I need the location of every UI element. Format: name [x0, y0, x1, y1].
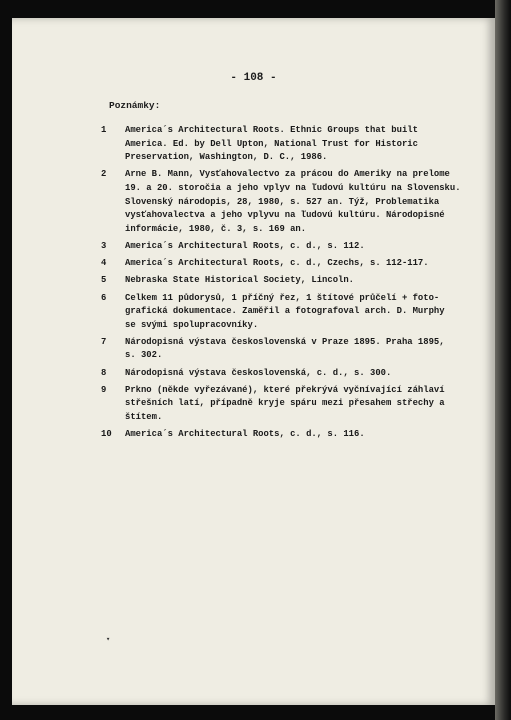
note-item — [101, 168, 461, 236]
document-page — [12, 18, 495, 705]
note-item — [101, 336, 461, 363]
note-item — [101, 257, 461, 271]
note-item — [101, 367, 461, 381]
page-number: - 108 - — [230, 72, 277, 84]
note-number: 2 — [101, 169, 107, 180]
note-item — [101, 292, 461, 333]
note-item — [101, 124, 461, 165]
note-text: America´s Architectural Roots. Ethnic Groups that built America. Ed. by Dell Upton, National Trust for Historic Preservation, Washington, D. C., 1986. — [125, 125, 418, 163]
note-text: Nebraska State Historical Society, Lincoln. — [125, 275, 355, 286]
note-text: America´s Architectural Roots, c. d., s. 116. — [125, 429, 365, 440]
note-item — [101, 274, 461, 288]
note-text: Arne B. Mann, Vysťahovalectvo za prácou do Ameriky na prelome 19. a 20. storočia a jeho vplyv na ľudovú kultúru na Slovensku. Slovenský národopis, 28, 1980, s. 527 an. Týž, Problematika vysťahovalectva a jeho vplyvu na ľudovú kultúru. Národopisné informácie, 1980, č. 3, s. 169 an. — [125, 169, 461, 234]
note-number: 4 — [101, 258, 107, 269]
note-number: 7 — [101, 336, 107, 347]
note-number: 8 — [101, 367, 107, 378]
note-item — [101, 240, 461, 254]
note-text: Národopisná výstava československá, c. d., s. 300. — [125, 367, 392, 378]
note-text: America´s Architectural Roots, c. d., Czechs, s. 112-117. — [125, 258, 429, 269]
note-number: 5 — [101, 275, 107, 286]
note-item — [101, 384, 461, 425]
notes-list — [101, 124, 461, 445]
note-number: 3 — [101, 240, 107, 251]
note-text: Prkno (někde vyřezávané), které překrývá vyčnívající záhlaví střešních latí, případně kryje spáru mezi přesahem střechy a štítem. — [125, 384, 445, 423]
stray-mark: ▾ — [106, 636, 111, 644]
note-text: Národopisná výstava československá v Praze 1895. Praha 1895, s. 302. — [125, 336, 445, 361]
note-text: Celkem 11 půdorysů, 1 příčný řez, 1 štítové průčelí + foto- grafická dokumentace. Zaměřil a fotografoval arch. D. Murphy se svými spolupracovníky. — [125, 292, 445, 330]
note-number: 1 — [101, 125, 107, 135]
note-number: 6 — [101, 292, 107, 303]
note-text: America´s Architectural Roots, c. d., s. 112. — [125, 240, 365, 251]
note-item — [101, 428, 461, 442]
note-number: 10 — [101, 429, 112, 440]
note-number: 9 — [101, 384, 107, 395]
book-binding-edge — [495, 0, 511, 720]
notes-heading: Poznámky: — [109, 100, 161, 111]
